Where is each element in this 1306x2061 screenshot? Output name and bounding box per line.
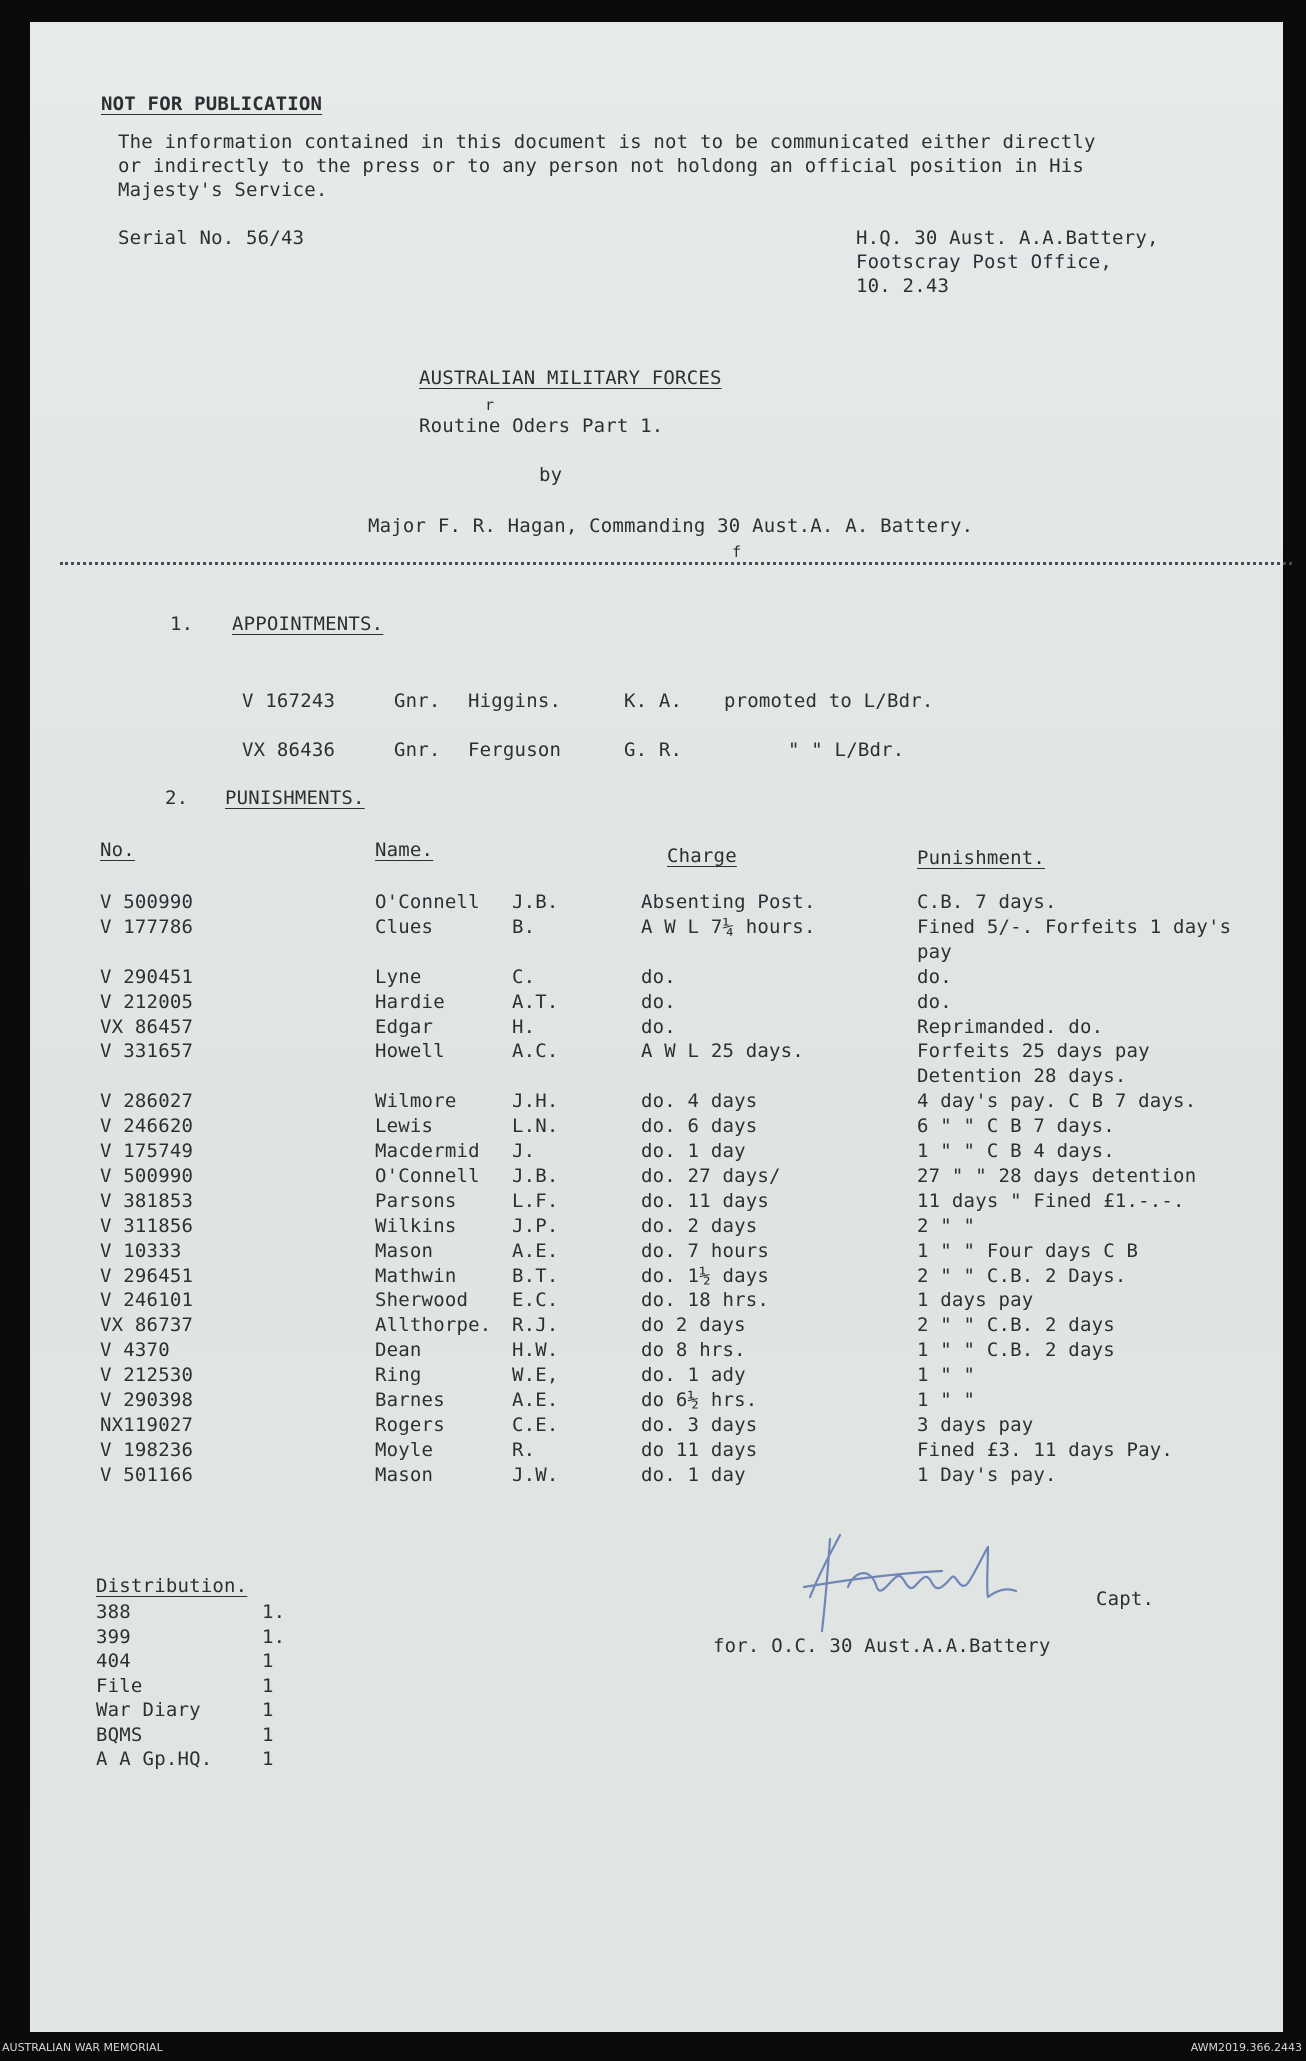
service-no: V 290451 [100, 965, 194, 988]
soldier-initials: J.W. [512, 1463, 559, 1486]
service-no: V 381853 [100, 1189, 194, 1212]
soldier-name: Mason [375, 1239, 434, 1262]
soldier-name: Mathwin [375, 1264, 457, 1287]
soldier-initials: H. [512, 1015, 536, 1038]
service-no: V 246101 [100, 1289, 194, 1312]
soldier-name: Rogers [375, 1413, 445, 1436]
soldier-initials: C. [512, 965, 536, 988]
forces-heading: AUSTRALIAN MILITARY FORCES [419, 367, 722, 389]
charge: do. 3 days [641, 1413, 758, 1436]
charge: do. [641, 990, 676, 1013]
address-line-1: H.Q. 30 Aust. A.A.Battery, [856, 227, 1159, 249]
soldier-initials: J. [512, 1140, 536, 1162]
punishment: Fined 5/-. Forfeits 1 day's [917, 915, 1232, 938]
charge: do. 1½ days [641, 1264, 770, 1287]
orders-insert-mark: r [485, 396, 495, 414]
punishment: Reprimanded. do. [917, 1015, 1104, 1038]
commanding-line: Major F. R. Hagan, Commanding 30 Aust.A. A. Battery. [368, 515, 974, 537]
appointment-action: promoted to L/Bdr. [724, 690, 934, 712]
appointment-rank: Gnr. [394, 739, 441, 761]
punishment: 1 " " Four days C B [917, 1239, 1139, 1262]
distribution-recipient: File [96, 1674, 143, 1697]
service-no: V 311856 [100, 1214, 194, 1237]
soldier-name: Barnes [375, 1389, 445, 1411]
soldier-name: Clues [375, 915, 434, 938]
signature-image [792, 1527, 1062, 1637]
service-no: V 198236 [100, 1438, 194, 1461]
distribution-quantity: 1 [262, 1650, 274, 1672]
distribution-recipient: A A Gp.HQ. [96, 1748, 213, 1770]
punishment: 1 days pay [917, 1289, 1034, 1312]
signature-rank: Capt. [1096, 1588, 1155, 1610]
punishment: do. [917, 990, 952, 1013]
service-no: VX 86457 [100, 1015, 194, 1038]
charge: A W L 25 days. [641, 1040, 804, 1063]
charge: do 6½ hrs. [641, 1389, 758, 1411]
punishment: 3 days pay [917, 1413, 1034, 1436]
address-line-3: 10. 2.43 [856, 275, 950, 297]
charge: do 2 days [641, 1314, 746, 1337]
col-header-charge: Charge [667, 845, 737, 867]
service-no: V 177786 [100, 915, 194, 938]
notice-line-2: or indirectly to the press or to any person not holdong an official position in His [118, 155, 1085, 177]
soldier-initials: A.E. [512, 1389, 559, 1411]
soldier-initials: W.E, [512, 1364, 559, 1387]
soldier-name: O'Connell [375, 891, 480, 913]
soldier-initials: L.N. [512, 1115, 559, 1138]
appointments-title: APPOINTMENTS. [232, 613, 384, 635]
soldier-initials: B. [512, 915, 536, 938]
service-no: V 290398 [100, 1389, 194, 1411]
charge: do. 11 days [641, 1189, 770, 1212]
distribution-recipient: War Diary [96, 1699, 201, 1721]
distribution-recipient: 404 [96, 1650, 131, 1672]
soldier-name: Moyle [375, 1438, 434, 1461]
punishment: Forfeits 25 days pay [917, 1040, 1150, 1063]
distribution-quantity: 1. [262, 1601, 286, 1623]
punishment: 2 " " C.B. 2 days [917, 1314, 1115, 1337]
charge: do. 1 ady [641, 1364, 746, 1387]
footer-left: AUSTRALIAN WAR MEMORIAL [2, 2041, 163, 2054]
distribution-quantity: 1 [262, 1748, 274, 1770]
distribution-quantity: 1 [262, 1674, 274, 1697]
soldier-initials: R. [512, 1438, 536, 1461]
charge: do. [641, 965, 676, 988]
punishment: 1 " " C B 4 days. [917, 1140, 1115, 1162]
notice-line-1: The information contained in this document is not to be communicated either directly [118, 131, 1096, 153]
punishments-number: 2. [165, 787, 189, 809]
punishment: C.B. 7 days. [917, 891, 1057, 913]
address-line-2: Footscray Post Office, [856, 251, 1113, 273]
distribution-title: Distribution. [96, 1575, 248, 1597]
service-no: V 501166 [100, 1463, 194, 1486]
appointment-action: " " L/Bdr. [788, 739, 905, 761]
soldier-initials: A.E. [512, 1239, 559, 1262]
col-header-punishment: Punishment. [917, 847, 1046, 869]
service-no: V 175749 [100, 1140, 194, 1162]
soldier-name: Edgar [375, 1015, 434, 1038]
soldier-name: Wilkins [375, 1214, 457, 1237]
charge: Absenting Post. [641, 891, 816, 913]
serial-number: Serial No. 56/43 [118, 227, 305, 249]
by-text: by [539, 464, 563, 486]
service-no: V 500990 [100, 891, 194, 913]
soldier-name: Macdermid [375, 1140, 480, 1162]
appointment-rank: Gnr. [394, 690, 441, 712]
soldier-initials: C.E. [512, 1413, 559, 1436]
dotted-divider [60, 562, 1292, 565]
punishment: 4 day's pay. C B 7 days. [917, 1090, 1197, 1113]
service-no: V 10333 [100, 1239, 182, 1262]
soldier-name: O'Connell [375, 1164, 480, 1187]
soldier-name: Allthorpe. [375, 1314, 492, 1337]
service-no: V 212005 [100, 990, 194, 1013]
soldier-name: Sherwood [375, 1289, 469, 1312]
service-no: V 4370 [100, 1339, 170, 1362]
charge: do. 4 days [641, 1090, 758, 1113]
punishment: 1 " " [917, 1389, 976, 1411]
soldier-initials: J.H. [512, 1090, 559, 1113]
commanding-insert-mark: f [732, 543, 742, 561]
charge: do. 7 hours [641, 1239, 770, 1262]
charge: do. [641, 1015, 676, 1038]
distribution-recipient: BQMS [96, 1723, 143, 1746]
charge: do 8 hrs. [641, 1339, 746, 1362]
col-header-name: Name. [375, 839, 434, 861]
appointment-initials: G. R. [624, 739, 683, 761]
soldier-name: Hardie [375, 990, 445, 1013]
punishment: Fined £3. 11 days Pay. [917, 1438, 1174, 1461]
col-header-no: No. [100, 839, 135, 861]
appointments-number: 1. [170, 613, 194, 635]
document-sheet [30, 22, 1283, 2032]
soldier-name: Lyne [375, 965, 422, 988]
charge: do. 18 hrs. [641, 1289, 770, 1312]
soldier-name: Parsons [375, 1189, 457, 1212]
charge: do. 1 day [641, 1140, 746, 1162]
soldier-name: Howell [375, 1040, 445, 1063]
soldier-initials: L.F. [512, 1189, 559, 1212]
soldier-initials: A.T. [512, 990, 559, 1013]
distribution-quantity: 1. [262, 1625, 286, 1648]
soldier-initials: J.B. [512, 1164, 559, 1187]
punishment: 1 " " [917, 1364, 976, 1387]
service-no: V 212530 [100, 1364, 194, 1387]
appointment-initials: K. A. [624, 690, 683, 712]
punishment: 6 " " C B 7 days. [917, 1115, 1115, 1138]
notice-line-3: Majesty's Service. [118, 179, 328, 201]
punishment: 1 " " C.B. 2 days [917, 1339, 1115, 1362]
soldier-name: Ring [375, 1364, 422, 1387]
signature-for-line: for. O.C. 30 Aust.A.A.Battery [713, 1635, 1051, 1657]
punishment: 11 days " Fined £1.-.-. [917, 1189, 1185, 1212]
punishment-continued: pay [917, 940, 952, 963]
appointment-service-no: V 167243 [242, 690, 336, 712]
charge: do. 6 days [641, 1115, 758, 1138]
service-no: V 296451 [100, 1264, 194, 1287]
soldier-initials: J.P. [512, 1214, 559, 1237]
charge: do. 1 day [641, 1463, 746, 1486]
not-for-publication-title: NOT FOR PUBLICATION [101, 93, 323, 115]
soldier-initials: J.B. [512, 891, 559, 913]
soldier-initials: E.C. [512, 1289, 559, 1312]
appointment-name: Ferguson [468, 739, 562, 761]
service-no: V 246620 [100, 1115, 194, 1138]
punishment: 2 " " C.B. 2 Days. [917, 1264, 1127, 1287]
soldier-name: Dean [375, 1339, 422, 1362]
soldier-name: Mason [375, 1463, 434, 1486]
charge: do. 2 days [641, 1214, 758, 1237]
punishment: 27 " " 28 days detention [917, 1164, 1197, 1187]
soldier-name: Lewis [375, 1115, 434, 1138]
footer-right: AWM2019.366.2443 [1190, 2041, 1302, 2054]
distribution-recipient: 388 [96, 1601, 131, 1623]
routine-orders-heading: Routine Oders Part 1. [419, 415, 664, 437]
service-no: V 500990 [100, 1164, 194, 1187]
soldier-initials: R.J. [512, 1314, 559, 1337]
punishments-title: PUNISHMENTS. [225, 787, 365, 809]
soldier-initials: B.T. [512, 1264, 559, 1287]
service-no: NX119027 [100, 1413, 194, 1436]
appointment-name: Higgins. [468, 690, 562, 712]
distribution-quantity: 1 [262, 1699, 274, 1721]
soldier-name: Wilmore [375, 1090, 457, 1113]
soldier-initials: A.C. [512, 1040, 559, 1063]
service-no: VX 86737 [100, 1314, 194, 1337]
punishment-continued: Detention 28 days. [917, 1065, 1127, 1088]
distribution-recipient: 399 [96, 1625, 131, 1648]
service-no: V 331657 [100, 1040, 194, 1063]
service-no: V 286027 [100, 1090, 194, 1113]
charge: do 11 days [641, 1438, 758, 1461]
charge: do. 27 days/ [641, 1164, 781, 1187]
distribution-quantity: 1 [262, 1723, 274, 1746]
soldier-initials: H.W. [512, 1339, 559, 1362]
charge: A W L 7¼ hours. [641, 915, 816, 938]
appointment-service-no: VX 86436 [242, 739, 336, 761]
punishment: 2 " " [917, 1214, 976, 1237]
punishment: 1 Day's pay. [917, 1463, 1057, 1486]
punishment: do. [917, 965, 952, 988]
